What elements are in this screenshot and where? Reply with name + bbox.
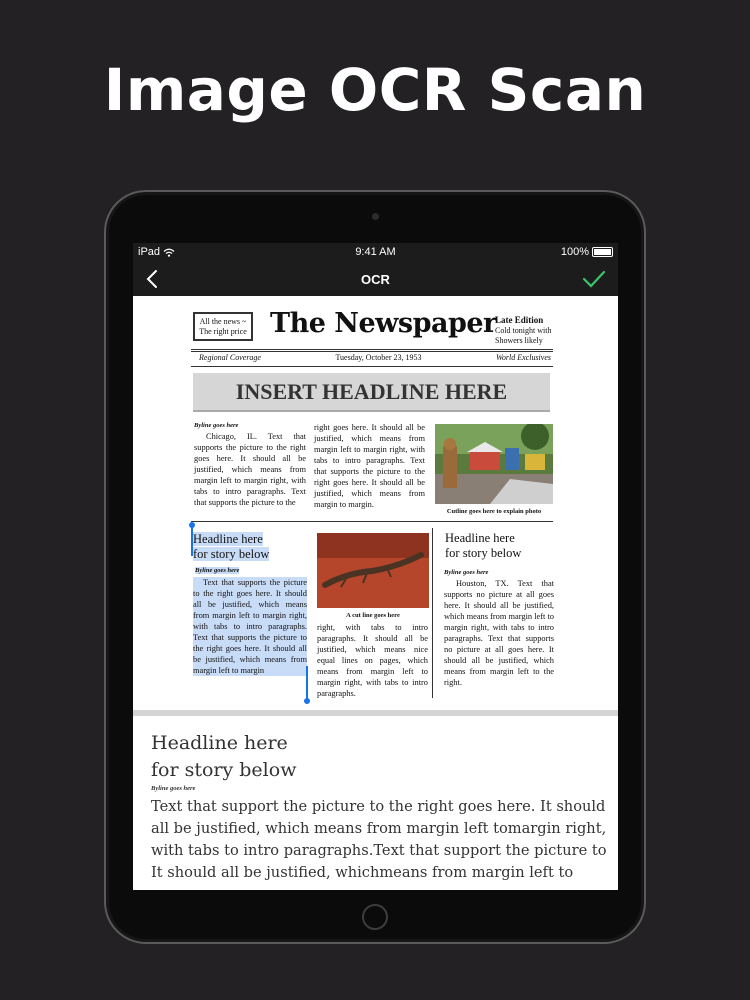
- checkmark-icon[interactable]: [582, 269, 606, 289]
- motto-box: [193, 312, 253, 341]
- masthead: The Newspaper: [270, 308, 497, 339]
- divider: [191, 366, 553, 367]
- result-byline: Byline goes here: [151, 785, 196, 792]
- byline: Byline goes here: [194, 422, 239, 429]
- ocr-result-panel[interactable]: [133, 716, 618, 890]
- battery-percent: 100%: [560, 246, 589, 258]
- dateline-left: Regional Coverage: [199, 353, 261, 362]
- nav-bar: [133, 262, 618, 296]
- motto-line: The right price: [199, 327, 247, 336]
- column-text: Chicago, IL. Text that supports the picture to the right goes here. It should all be justified, which means from margin left to margin right, with tabs to intro paragraphs. Text that supports the picture to the: [194, 432, 306, 507]
- scanned-newspaper-image[interactable]: [133, 296, 618, 710]
- status-bar: [133, 243, 618, 262]
- selected-headline: [193, 532, 285, 562]
- late-edition: [495, 315, 555, 346]
- hero-title: Image OCR Scan: [103, 56, 647, 124]
- selection-end-handle[interactable]: [306, 666, 308, 700]
- main-headline: INSERT HEADLINE HERE: [193, 373, 550, 412]
- late-edition-title: Late Edition: [495, 315, 544, 325]
- divider: [191, 351, 553, 352]
- dateline-right: World Exclusives: [495, 353, 551, 362]
- middle-column-text: right, with tabs to intro paragraphs. It should all be justified, which means nice equal lines on pages, which means from margin left to margin right, with tabs to intro paragraphs.: [317, 623, 428, 698]
- headline-line: Headline here: [193, 532, 263, 546]
- headline-line: for story below: [193, 547, 270, 561]
- photo-caption: Cutline goes here to explain photo: [446, 508, 542, 515]
- column-1: [194, 420, 306, 508]
- home-button[interactable]: [362, 904, 388, 930]
- clock: 9:41 AM: [355, 246, 396, 258]
- ipad-screen: [133, 243, 618, 890]
- column-divider: [432, 528, 433, 698]
- battery-icon: [592, 247, 613, 257]
- weather-line: Cold tonight with: [495, 326, 552, 335]
- headline-line: for story below: [151, 759, 297, 781]
- device-label: iPad: [138, 246, 161, 258]
- selected-text: Text that supports the picture to the right goes here. It should all be justified, which means from margin left to margin right, with tabs to intro paragraphs. Text that supports the picture to the right goes here. It should all be justified, which means from margin left to margin: [193, 578, 307, 675]
- dateline-date: Tuesday, October 23, 1953: [335, 353, 422, 362]
- result-headline: [151, 730, 296, 784]
- photo-caption: A cut line goes here: [346, 612, 400, 619]
- selected-byline: Byline goes here: [195, 567, 240, 574]
- headline-line: Headline here: [445, 531, 515, 545]
- right-column: [444, 567, 554, 688]
- right-headline: [445, 531, 555, 561]
- weather-line: Showers likely: [495, 336, 543, 345]
- headline-line: for story below: [445, 546, 522, 560]
- column-2: right goes here. It should all be justified, which means from margin left to margin right, with tabs to intro paragraphs. Text that supports the picture to the right goes here. It should all be justified, which means from margin to margin.: [314, 423, 425, 509]
- divider: [191, 349, 553, 350]
- result-text[interactable]: Text that support the picture to the right goes here. It should all be justified, which means from margin left tomargin right, with tabs to intro paragraphs.Text that support the picture to It should all be justified, whichmeans from margin left to: [151, 798, 607, 881]
- camera-icon: [372, 213, 379, 220]
- nav-title: OCR: [361, 272, 390, 287]
- divider: [191, 521, 553, 522]
- lizard-photo: [317, 533, 429, 608]
- column-text: Houston, TX. Text that supports no picture at all goes here. It should all be justified, which means from margin left to margin right, with tabs to intro paragraphs. Text that supports no picture at all goes here. It should all be justified, which means from margin left to the right.: [444, 579, 554, 687]
- playground-photo: [435, 424, 553, 504]
- dateline: [199, 353, 551, 362]
- byline: Byline goes here: [444, 569, 489, 576]
- motto-line: All the news ~: [199, 317, 247, 326]
- headline-line: Headline here: [151, 732, 288, 754]
